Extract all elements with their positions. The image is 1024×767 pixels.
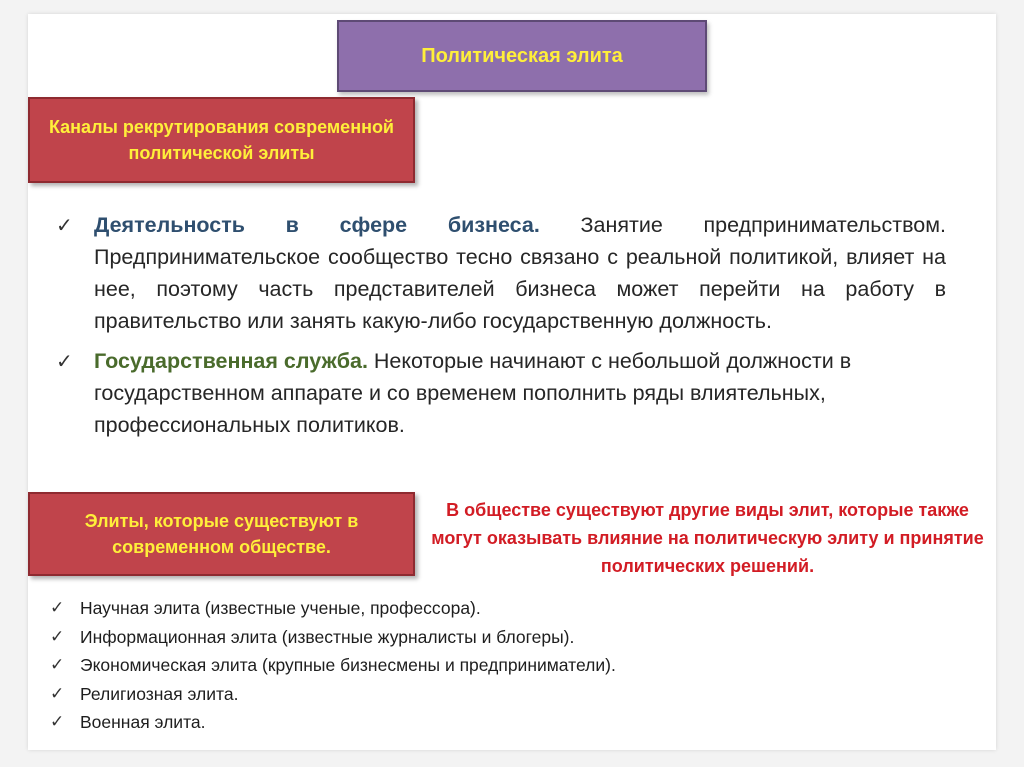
checkmark-icon: ✓ — [56, 349, 73, 373]
elite-type: Военная элита. — [80, 712, 206, 732]
list-item-civil-service — [56, 345, 946, 441]
elite-type: Религиозная элита. — [80, 683, 239, 704]
list-item — [50, 623, 810, 652]
checkmark-icon: ✓ — [50, 626, 65, 647]
channels-list — [56, 209, 946, 441]
elites-list — [50, 594, 810, 737]
list-item — [50, 594, 810, 623]
elites-heading: Элиты, которые существуют в современном обществе. — [84, 511, 359, 557]
list-item — [50, 680, 810, 709]
elite-type: Информационная элита (известные журналисты и блогеры). — [80, 626, 575, 647]
list-item — [50, 651, 810, 680]
list-item — [50, 708, 810, 737]
list-item-business — [56, 209, 946, 337]
checkmark-icon: ✓ — [50, 598, 65, 618]
elite-type: Научная элита (известные ученые, профессора). — [80, 598, 481, 618]
elite-type: Экономическая элита (крупные бизнесмены и предприниматели). — [80, 655, 616, 675]
other-elites-note: В обществе существуют другие виды элит, которые также могут оказывать влияние на политическую элиту и принятие политических решений. — [431, 500, 984, 576]
channels-heading-box — [28, 97, 415, 183]
checkmark-icon: ✓ — [56, 213, 73, 237]
checkmark-icon: ✓ — [50, 712, 65, 732]
title-box — [337, 20, 707, 92]
checkmark-icon: ✓ — [50, 655, 65, 675]
channels-heading: Каналы рекрутирования современной политической элиты — [48, 117, 395, 163]
elites-heading-box — [28, 492, 415, 576]
checkmark-icon: ✓ — [50, 683, 65, 704]
item-text: Некоторые начинают с небольшой должности в государственном аппарате и со временем пополнить ряды влиятельных, профессиональных политиков. — [94, 349, 852, 437]
item-text: Занятие предпринимательством. Предпринимательское сообщество тесно связано с реальной политикой, влияет на нее, поэтому часть представителей бизнеса может перейти на работу в правительство или занять какую-либо государственную должность. — [94, 213, 946, 333]
item-lead: Деятельность в сфере бизнеса. — [94, 213, 540, 237]
item-lead: Государственная служба. — [94, 349, 368, 373]
page-title: Политическая элита — [421, 44, 623, 67]
